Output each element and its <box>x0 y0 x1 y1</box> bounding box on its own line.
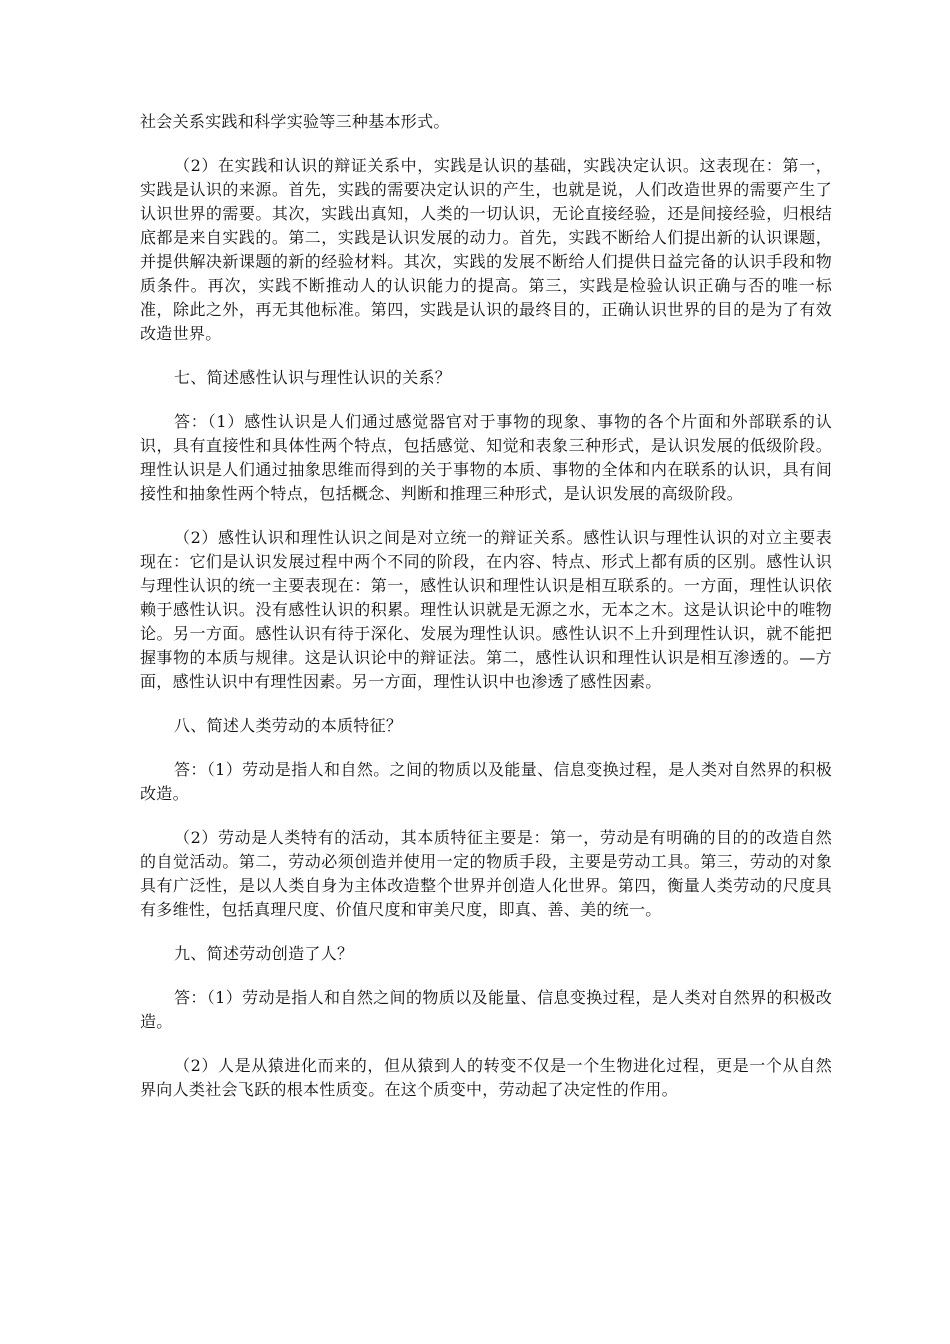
paragraph-practice-cognition: （2）在实践和认识的辩证关系中，实践是认识的基础，实践决定认识。这表现在：第一，实践是认识的来源。首先，实践的需要决定认识的产生，也就是说，人们改造世界的需要产生了认识世界的需要。其次，实践出真知，人类的一切认识，无论直接经验，还是间接经验，归根结底都是来自实践的。第二，实践是认识发展的动力。首先，实践不断给人们提出新的认识课题，并提供解决新课题的新的经验材料。其次，实践的发展不断给人们提供日益完备的认识手段和物质条件。再次，实践不断推动人的认识能力的提高。第三，实践是检验认识正确与否的唯一标准，除此之外，再无其他标准。第四，实践是认识的最终目的，正确认识世界的目的是为了有效改造世界。 <box>140 156 832 343</box>
answer-7-part-1: 答：（1）感性认识是人们通过感觉器官对于事物的现象、事物的各个片面和外部联系的认识，具有直接性和具体性两个特点，包括感觉、知觉和表象三种形式，是认识发展的低级阶段。理性认识是人们通过抽象思维而得到的关于事物的本质、事物的全体和内在联系的认识，具有间接性和抽象性两个特点，包括概念、判断和推理三种形式，是认识发展的高级阶段。 <box>140 412 832 503</box>
answer-9-part-1: 答：（1）劳动是指人和自然之间的物质以及能量、信息变换过程，是人类对自然界的积极改造。 <box>140 988 832 1031</box>
question-heading-7: 七、简述感性认识与理性认识的关系？ <box>174 368 452 387</box>
answer-9-part-2: （2）人是从猿进化而来的，但从猿到人的转变不仅是一个生物进化过程，更是一个从自然界向人类社会飞跃的根本性质变。在这个质变中，劳动起了决定性的作用。 <box>140 1056 832 1099</box>
answer-8-part-1: 答：（1）劳动是指人和自然。之间的物质以及能量、信息变换过程，是人类对自然界的积极改造。 <box>140 760 832 803</box>
document-body <box>140 110 832 1122</box>
question-heading-8: 八、简述人类劳动的本质特征？ <box>174 716 403 735</box>
paragraph-continuation: 社会关系实践和科学实验等三种基本形式。 <box>140 112 450 131</box>
answer-7-part-2: （2）感性认识和理性认识之间是对立统一的辩证关系。感性认识与理性认识的对立主要表现在：它们是认识发展过程中两个不同的阶段，在内容、特点、形式上都有质的区别。感性认识与理性认识的统一主要表现在：第一，感性认识和理性认识是相互联系的。一方面，理性认识依赖于感性认识。没有感性认识的积累。理性认识就是无源之水，无本之木。这是认识论中的唯物论。另一方面。感性认识有待于深化、发展为理性认识。感性认识不上升到理性认识，就不能把握事物的本质与规律。这是认识论中的辩证法。第二，感性认识和理性认识是相互渗透的。—方面，感性认识中有理性因素。另一方面，理性认识中也渗透了感性因素。 <box>140 528 832 691</box>
question-heading-9: 九、简述劳动创造了人？ <box>174 944 354 963</box>
answer-8-part-2: （2）劳动是人类特有的活动，其本质特征主要是：第一，劳动是有明确的目的的改造自然的自觉活动。第二，劳动必须创造并使用一定的物质手段，主要是劳动工具。第三，劳动的对象具有广泛性，是以人类自身为主体改造整个世界并创造人化世界。第四，衡量人类劳动的尺度具有多维性，包括真理尺度、价值尺度和审美尺度，即真、善、美的统一。 <box>140 828 832 919</box>
